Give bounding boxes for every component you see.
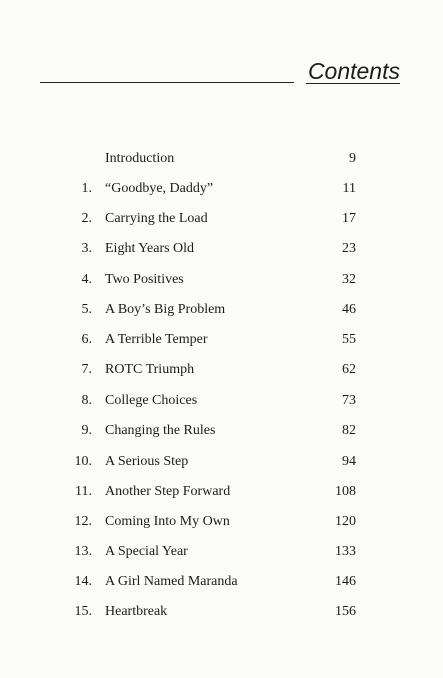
toc-row-chapter-5 xyxy=(0,300,443,320)
page-header xyxy=(40,58,400,86)
toc-chapter-number: 1. xyxy=(81,181,92,196)
header-rule xyxy=(40,82,294,83)
toc-page-number: 17 xyxy=(342,211,356,226)
toc-chapter-title: ROTC Triumph xyxy=(105,362,195,377)
toc-page-number: 73 xyxy=(342,393,356,408)
toc-page-number: 23 xyxy=(342,241,356,256)
toc-page-number: 82 xyxy=(342,423,356,438)
toc-chapter-number: 10. xyxy=(74,454,92,469)
toc-chapter-title: Introduction xyxy=(105,151,175,166)
toc-chapter-number: 13. xyxy=(74,544,92,559)
toc-page-number: 108 xyxy=(335,484,356,499)
toc-chapter-number: 5. xyxy=(81,302,92,317)
toc-row-chapter-2 xyxy=(0,209,443,229)
toc-page-number: 9 xyxy=(349,151,356,166)
toc-row-chapter-1 xyxy=(0,179,443,199)
toc-chapter-title: A Boy’s Big Problem xyxy=(105,302,226,317)
toc-row-chapter-8 xyxy=(0,391,443,411)
toc-chapter-title: A Terrible Temper xyxy=(105,332,208,347)
toc-page-number: 133 xyxy=(335,544,356,559)
toc-chapter-number: 2. xyxy=(81,211,92,226)
toc-chapter-title: College Choices xyxy=(105,393,198,408)
page-title: Contents xyxy=(307,58,400,84)
toc-chapter-title: “Goodbye, Daddy” xyxy=(105,181,214,196)
toc-chapter-title: A Serious Step xyxy=(105,454,189,469)
toc-chapter-number: 15. xyxy=(74,604,92,619)
toc-page-number: 46 xyxy=(342,302,356,317)
toc-page-number: 62 xyxy=(342,362,356,377)
toc-chapter-number: 14. xyxy=(74,574,92,589)
toc-row-chapter-12 xyxy=(0,512,443,532)
toc-row-chapter-4 xyxy=(0,270,443,290)
toc-row-chapter-10 xyxy=(0,452,443,472)
toc-page-number: 94 xyxy=(342,454,356,469)
toc-chapter-number: 3. xyxy=(81,241,92,256)
toc-row-chapter-11 xyxy=(0,482,443,502)
toc-chapter-number: 9. xyxy=(81,423,92,438)
toc-row-chapter-9 xyxy=(0,421,443,441)
toc-row-chapter-13 xyxy=(0,542,443,562)
toc-row-chapter-7 xyxy=(0,360,443,380)
toc-row-chapter-14 xyxy=(0,572,443,592)
toc-row-introduction xyxy=(0,149,443,169)
toc-row-chapter-3 xyxy=(0,239,443,259)
toc-chapter-number: 11. xyxy=(75,484,92,499)
toc-chapter-title: A Special Year xyxy=(105,544,188,559)
toc-chapter-title: Changing the Rules xyxy=(105,423,216,438)
toc-chapter-number: 4. xyxy=(81,272,92,287)
toc-page-number: 120 xyxy=(335,514,356,529)
toc-page-number: 55 xyxy=(342,332,356,347)
toc-chapter-title: Carrying the Load xyxy=(105,211,208,226)
toc-chapter-title: Eight Years Old xyxy=(105,241,195,256)
toc-chapter-title: A Girl Named Maranda xyxy=(105,574,238,589)
toc-chapter-title: Another Step Forward xyxy=(105,484,231,499)
toc-page-number: 146 xyxy=(335,574,356,589)
toc-page-number: 11 xyxy=(342,181,356,196)
toc-page-number: 156 xyxy=(335,604,356,619)
toc-chapter-number: 8. xyxy=(81,393,92,408)
toc-chapter-title: Coming Into My Own xyxy=(105,514,230,529)
toc-chapter-title: Two Positives xyxy=(105,272,184,287)
toc-chapter-number: 6. xyxy=(81,332,92,347)
toc-row-chapter-15 xyxy=(0,602,443,622)
toc-chapter-title: Heartbreak xyxy=(105,604,168,619)
toc-row-chapter-6 xyxy=(0,330,443,350)
toc-chapter-number: 12. xyxy=(74,514,92,529)
toc-chapter-number: 7. xyxy=(81,362,92,377)
toc-page-number: 32 xyxy=(342,272,356,287)
